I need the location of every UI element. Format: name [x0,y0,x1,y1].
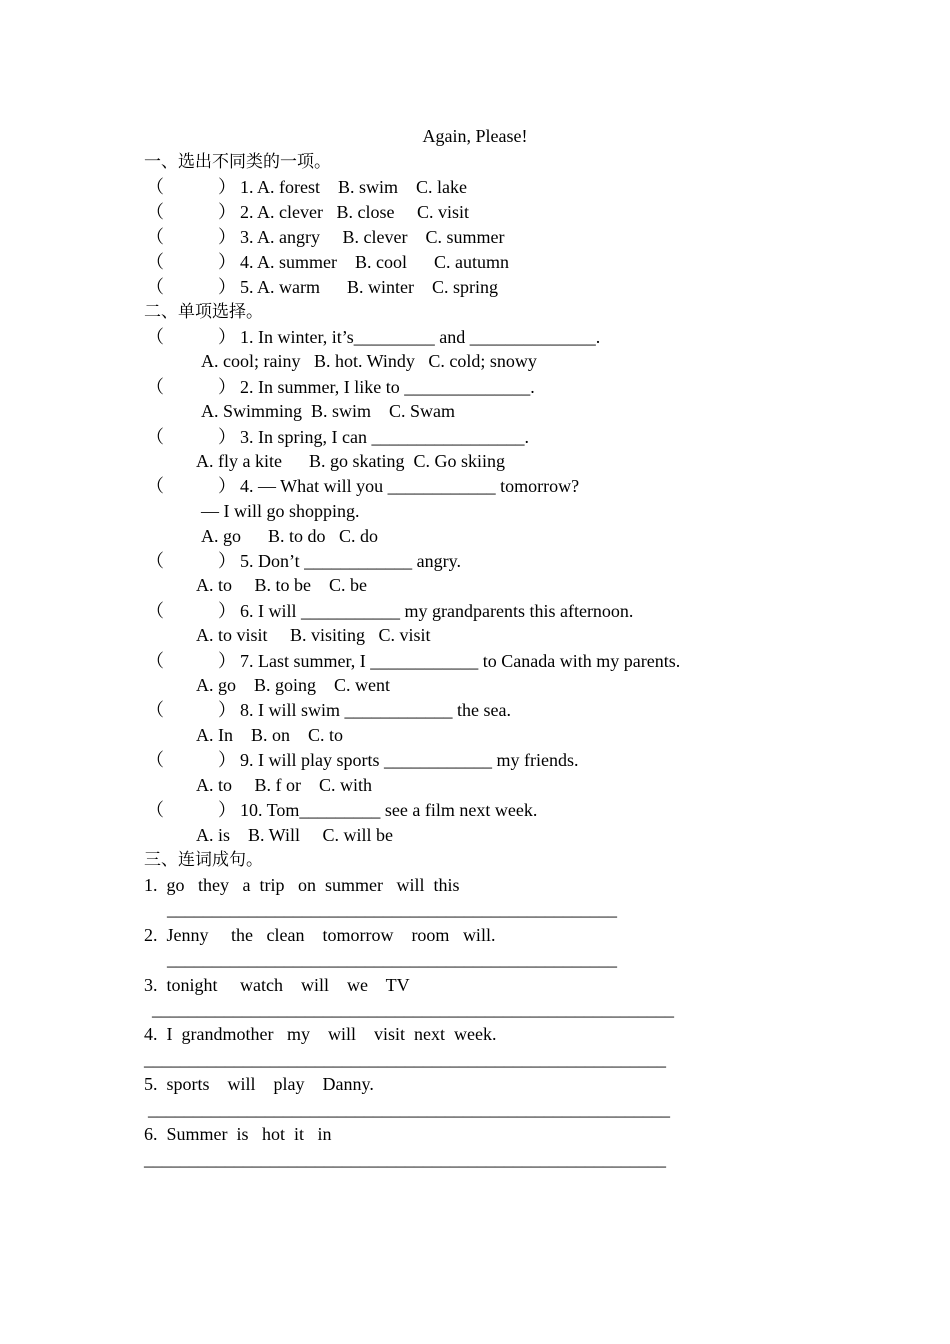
part2-q8-answer-paren-open: （ [146,700,164,720]
part2-options-1: A. cool; rainy B. hot. Windy C. cold; snowy [201,351,537,371]
part2-question-4: 4. — What will you ____________ tomorrow? [240,476,580,496]
part2-question-8: 8. I will swim ____________ the sea. [240,700,511,720]
part1-q4-answer-paren-close: ） [218,252,236,272]
part3-answer-line-1: __________________________________________________ [167,899,617,919]
part2-q8-answer-paren-close: ） [218,700,236,720]
part2-q5-answer-paren-open: （ [146,551,164,571]
part1-q1-answer-paren-open: （ [146,177,164,197]
part1-q5-answer-paren-open: （ [146,277,164,297]
page-title: Again, Please! [422,126,528,146]
part2-question-9: 9. I will play sports ____________ my friends. [240,750,579,770]
part2-q4-answer-paren-open: （ [146,476,164,496]
part1-q1-answer-paren-close: ） [218,177,236,197]
section-2-heading: 二、单项选择。 [144,302,263,322]
part2-q9-answer-paren-close: ） [218,750,236,770]
part2-options-5: A. to B. to be C. be [196,575,367,595]
part2-q10-answer-paren-open: （ [146,800,164,820]
part3-words-3: 3. tonight watch will we TV [144,975,410,995]
part1-question-1: 1. A. forest B. swim C. lake [240,177,467,197]
part2-question-10: 10. Tom_________ see a film next week. [240,800,538,820]
part2-q2-answer-paren-open: （ [146,377,164,397]
part2-q4-answer-paren-close: ） [218,476,236,496]
part1-q2-answer-paren-open: （ [146,202,164,222]
part2-question-4-reply: — I will go shopping. [201,501,360,521]
part3-words-6: 6. Summer is hot it in [144,1124,332,1144]
part3-words-4: 4. I grandmother my will visit next week. [144,1024,497,1044]
part2-options-2: A. Swimming B. swim C. Swam [201,401,456,421]
section-3-heading: 三、连词成句。 [144,850,263,870]
part2-question-7: 7. Last summer, I ____________ to Canada with my parents. [240,651,681,671]
part1-question-4: 4. A. summer B. cool C. autumn [240,252,509,272]
part2-q1-answer-paren-open: （ [146,327,164,347]
part2-options-8: A. In B. on C. to [196,725,344,745]
part2-question-3: 3. In spring, I can _________________. [240,427,529,447]
part2-question-6: 6. I will ___________ my grandparents this afternoon. [240,601,634,621]
part2-q6-answer-paren-close: ） [218,601,236,621]
part2-q6-answer-paren-open: （ [146,601,164,621]
part3-words-2: 2. Jenny the clean tomorrow room will. [144,925,496,945]
part3-answer-line-2: __________________________________________________ [167,949,617,969]
part2-options-3: A. fly a kite B. go skating C. Go skiing [196,451,505,471]
part2-question-2: 2. In summer, I like to ______________. [240,377,535,397]
part1-q5-answer-paren-close: ） [218,277,236,297]
part1-question-3: 3. A. angry B. clever C. summer [240,227,505,247]
part3-answer-line-5: __________________________________________________________ [148,1099,670,1119]
part3-answer-line-6: __________________________________________________________ [144,1149,666,1169]
part2-q3-answer-paren-open: （ [146,427,164,447]
part1-question-5: 5. A. warm B. winter C. spring [240,277,498,297]
part2-options-4: A. go B. to do C. do [201,526,379,546]
part2-q9-answer-paren-open: （ [146,750,164,770]
section-1-heading: 一、选出不同类的一项。 [144,152,331,172]
part2-q10-answer-paren-close: ） [218,800,236,820]
part2-question-1: 1. In winter, it’s_________ and ______________. [240,327,601,347]
part2-q3-answer-paren-close: ） [218,427,236,447]
part2-options-9: A. to B. f or C. with [196,775,373,795]
part2-q2-answer-paren-close: ） [218,377,236,397]
part2-options-6: A. to visit B. visiting C. visit [196,625,431,645]
part2-question-5: 5. Don’t ____________ angry. [240,551,461,571]
part1-question-2: 2. A. clever B. close C. visit [240,202,469,222]
part3-words-1: 1. go they a trip on summer will this [144,875,460,895]
part1-q4-answer-paren-open: （ [146,252,164,272]
part2-options-7: A. go B. going C. went [196,675,391,695]
part1-q3-answer-paren-close: ） [218,227,236,247]
part1-q3-answer-paren-open: （ [146,227,164,247]
part3-answer-line-4: __________________________________________________________ [144,1049,666,1069]
part2-q7-answer-paren-close: ） [218,651,236,671]
part2-q1-answer-paren-close: ） [218,327,236,347]
part2-options-10: A. is B. Will C. will be [196,825,393,845]
part2-q5-answer-paren-close: ） [218,551,236,571]
part1-q2-answer-paren-close: ） [218,202,236,222]
part3-words-5: 5. sports will play Danny. [144,1074,374,1094]
part2-q7-answer-paren-open: （ [146,651,164,671]
part3-answer-line-3: __________________________________________________________ [152,999,674,1019]
